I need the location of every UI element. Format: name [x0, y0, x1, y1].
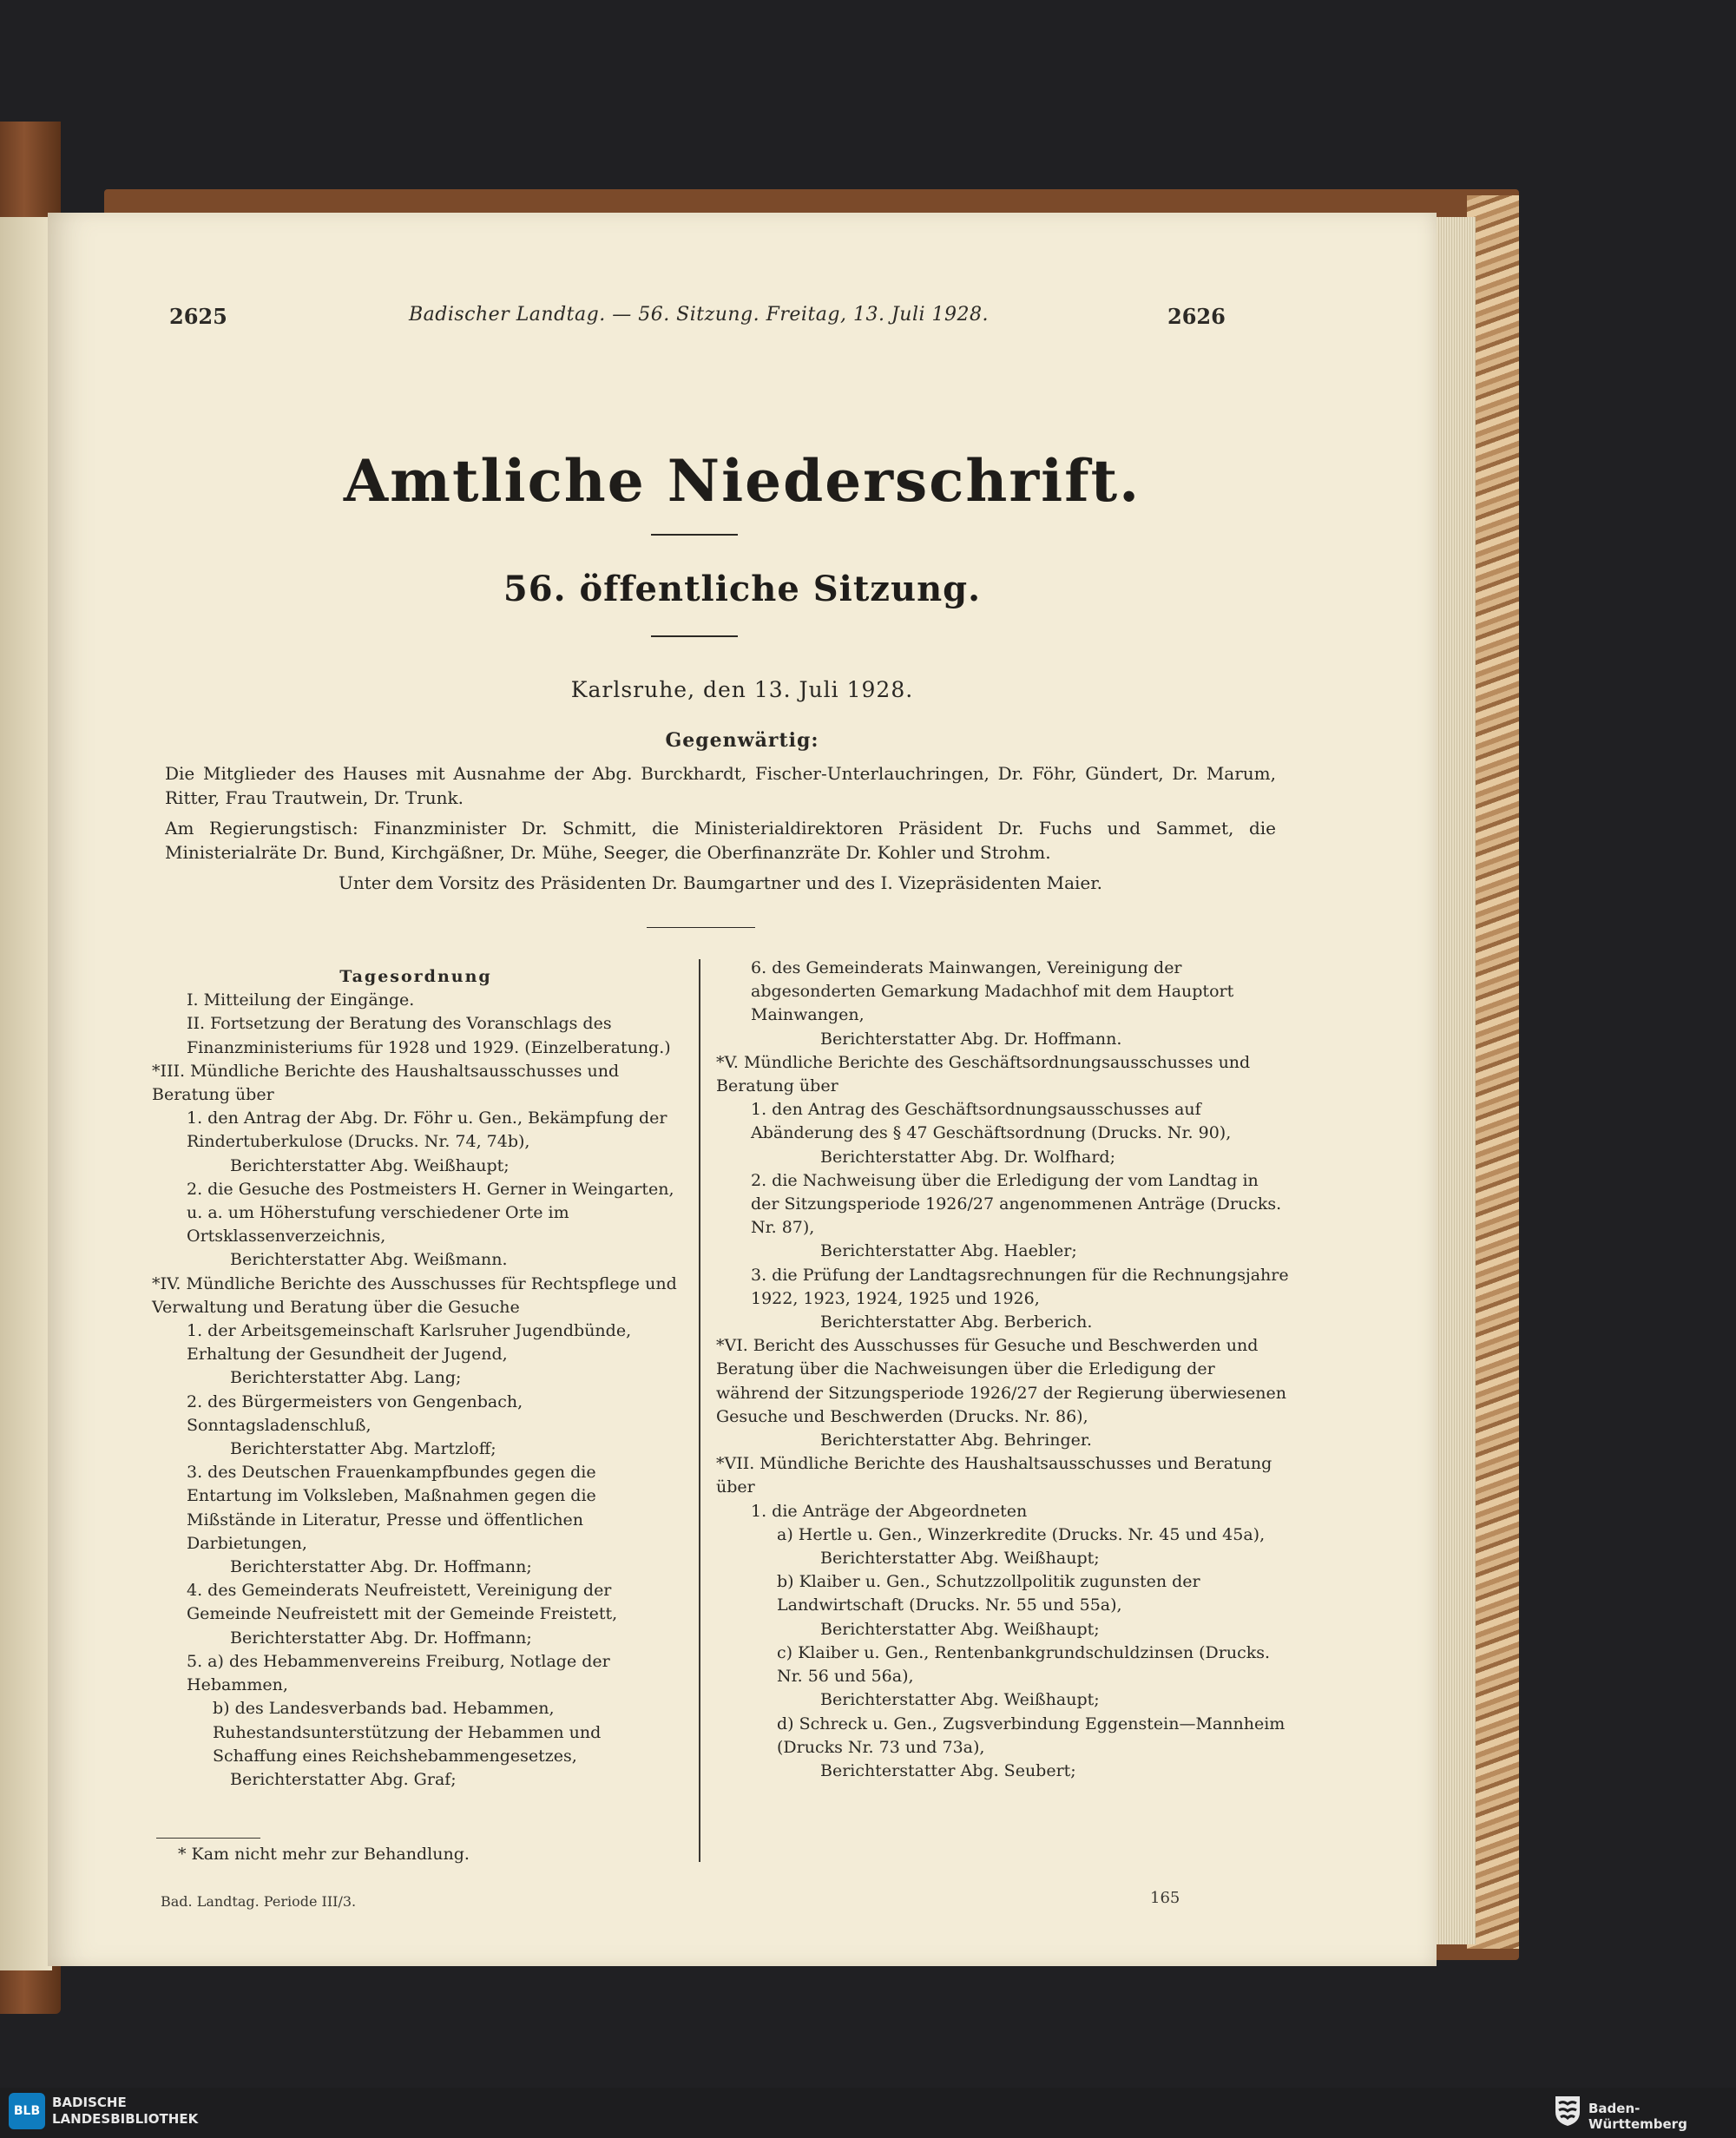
- rapporteur: Berichterstatter Abg. Weißhaupt;: [230, 1155, 510, 1175]
- rapporteur: Berichterstatter Abg. Weißhaupt;: [820, 1619, 1100, 1639]
- rapporteur: Berichterstatter Abg. Dr. Hoffmann;: [230, 1628, 532, 1648]
- document-title: Amtliche Niederschrift.: [343, 447, 1141, 515]
- agenda-item: *VI. Bericht des Ausschusses für Gesuche und Beschwerden und Beratung über die Nachweisungen über die Erledigung der während der Sitzungsperiode 1926/27 der Regierung überwiesenen Gesuche und Beschwerden (Drucks. Nr. 86),: [716, 1336, 1287, 1426]
- present-heading: Gegenwärtig:: [665, 729, 819, 752]
- agenda-item: *III. Mündliche Berichte des Haushaltsausschusses und Beratung über: [152, 1061, 620, 1105]
- agenda-subitem: b) Klaiber u. Gen., Schutzzollpolitik zugunsten der Landwirtschaft (Drucks. Nr. 55 und 55a),: [777, 1572, 1200, 1615]
- rapporteur: Berichterstatter Abg. Dr. Hoffmann.: [820, 1029, 1122, 1049]
- rapporteur: Berichterstatter Abg. Dr. Wolfhard;: [820, 1147, 1115, 1167]
- rapporteur: Berichterstatter Abg. Dr. Hoffmann;: [230, 1557, 532, 1577]
- rapporteur: Berichterstatter Abg. Martzloff;: [230, 1439, 496, 1459]
- rapporteur: Berichterstatter Abg. Berberich.: [820, 1312, 1093, 1332]
- present-members: Die Mitglieder des Hauses mit Ausnahme der Abg. Burckhardt, Fischer-Unterlauchringen, Dr. Föhr, Gündert, Dr. Marum, Ritter, Frau Trautwein, Dr. Trunk.: [165, 763, 1276, 808]
- agenda-right-column: [716, 957, 1289, 1783]
- page-number-right: 2626: [1167, 304, 1226, 329]
- footer-sheet-number: 165: [1150, 1889, 1180, 1907]
- footnote-rule: [156, 1838, 260, 1839]
- baden-wuerttemberg-crest-icon: [1554, 2095, 1581, 2128]
- left-page-edge: [0, 217, 52, 1970]
- column-divider: [699, 959, 700, 1862]
- rapporteur: Berichterstatter Abg. Weißmann.: [230, 1250, 508, 1270]
- divider: [651, 534, 738, 536]
- agenda-subitem: 1. die Anträge der Abgeordneten: [751, 1501, 1028, 1521]
- agenda-subitem: 6. des Gemeinderats Mainwangen, Vereinigung der abgesonderten Gemarkung Madachhof mit dem Hauptort Mainwangen,: [751, 958, 1234, 1025]
- agenda-item: *IV. Mündliche Berichte des Ausschusses für Rechtspflege und Verwaltung und Beratung über die Gesuche: [152, 1273, 677, 1317]
- blb-line-2: LANDESBIBLIOTHEK: [52, 2111, 199, 2127]
- agenda-subitem: a) Hertle u. Gen., Winzerkredite (Drucks. Nr. 45 und 45a),: [777, 1524, 1266, 1544]
- agenda-subitem: 3. die Prüfung der Landtagsrechnungen für die Rechnungsjahre 1922, 1923, 1924, 1925 und 1926,: [751, 1265, 1289, 1308]
- rapporteur: Berichterstatter Abg. Weißhaupt;: [820, 1690, 1100, 1710]
- rapporteur: Berichterstatter Abg. Seubert;: [820, 1760, 1076, 1780]
- agenda-subitem: 2. des Bürgermeisters von Gengenbach, Sonntagsladenschluß,: [187, 1391, 523, 1435]
- rapporteur: Berichterstatter Abg. Haebler;: [820, 1241, 1077, 1261]
- running-header: [48, 304, 1437, 339]
- chair: Unter dem Vorsitz des Präsidenten Dr. Baumgartner und des I. Vizepräsidenten Maier.: [339, 872, 1102, 893]
- agenda-left-column: [152, 965, 680, 1792]
- agenda-subitem: d) Schreck u. Gen., Zugsverbindung Eggenstein—Mannheim (Drucks Nr. 73 und 73a),: [777, 1714, 1286, 1757]
- agenda-subitem: 2. die Nachweisung über die Erledigung der vom Landtag in der Sitzungsperiode 1926/27 angenommenen Anträge (Drucks. Nr. 87),: [751, 1170, 1282, 1238]
- agenda-item: II. Fortsetzung der Beratung des Voranschlags des Finanzministeriums für 1928 und 1929. (Einzelberatung.): [187, 1014, 671, 1057]
- page-number-left: 2625: [169, 304, 227, 329]
- session-title: 56. öffentliche Sitzung.: [503, 569, 982, 609]
- document-page: [48, 213, 1437, 1966]
- agenda-subitem: 1. der Arbeitsgemeinschaft Karlsruher Jugendbünde, Erhaltung der Gesundheit der Jugend,: [187, 1321, 632, 1365]
- blb-logo-text[interactable]: [52, 2095, 198, 2128]
- agenda-subitem: 1. den Antrag der Abg. Dr. Föhr u. Gen., Bekämpfung der Rindertuberkulose (Drucks. Nr. 74, 74b),: [187, 1108, 667, 1152]
- footer-signature: Bad. Landtag. Periode III/3.: [161, 1893, 357, 1910]
- agenda-item: *VII. Mündliche Berichte des Haushaltsausschusses und Beratung über: [716, 1454, 1272, 1497]
- rapporteur: Berichterstatter Abg. Lang;: [230, 1368, 462, 1388]
- agenda-subitem: 3. des Deutschen Frauenkampfbundes gegen die Entartung im Volksleben, Maßnahmen gegen die Mißstände in Literatur, Presse und öffentlichen Darbietungen,: [187, 1463, 596, 1553]
- agenda-subitem: 5. a) des Hebammenvereins Freiburg, Notlage der Hebammen,: [187, 1651, 610, 1695]
- blb-line-1: BADISCHE: [52, 2095, 127, 2110]
- government-bench: Am Regierungstisch: Finanzminister Dr. Schmitt, die Ministerialdirektoren Präsident Dr. Fuchs und Sammet, die Ministerialräte Dr. Bund, Kirchgäßner, Dr. Mühe, Seeger, die Oberfinanzräte Dr. Kohler und Strohm.: [165, 818, 1276, 863]
- footnote: * Kam nicht mehr zur Behandlung.: [178, 1845, 470, 1864]
- agenda-subitem: c) Klaiber u. Gen., Rentenbankgrundschuldzinsen (Drucks. Nr. 56 und 56a),: [777, 1642, 1271, 1687]
- viewer-footer-bar: [0, 2088, 1736, 2138]
- divider: [651, 635, 738, 637]
- agenda-heading: Tagesordnung: [339, 967, 492, 986]
- dateline: Karlsruhe, den 13. Juli 1928.: [570, 677, 914, 702]
- rapporteur: Berichterstatter Abg. Behringer.: [820, 1431, 1092, 1451]
- agenda-item: I. Mitteilung der Eingänge.: [187, 990, 415, 1010]
- agenda-item: *V. Mündliche Berichte des Geschäftsordnungsausschusses und Beratung über: [716, 1052, 1251, 1096]
- baden-wuerttemberg-text[interactable]: Baden-Württemberg: [1588, 2101, 1687, 2132]
- running-title: Badischer Landtag. — 56. Sitzung. Freitag, 13. Juli 1928.: [408, 304, 989, 326]
- blb-logo-icon[interactable]: BLB: [9, 2093, 45, 2129]
- rapporteur: Berichterstatter Abg. Weißhaupt;: [820, 1549, 1100, 1569]
- agenda-subitem: 1. den Antrag des Geschäftsordnungsausschusses auf Abänderung des § 47 Geschäftsordnung (Drucks. Nr. 90),: [751, 1100, 1232, 1143]
- divider: [647, 927, 755, 928]
- agenda-subitem: 2. die Gesuche des Postmeisters H. Gerner in Weingarten, u. a. um Höherstufung verschiedener Orte im Ortsklassenverzeichnis,: [187, 1179, 674, 1247]
- agenda-subitem: b) des Landesverbands bad. Hebammen, Ruhestandsunterstützung der Hebammen und Schaffung eines Reichshebammengesetzes,: [213, 1699, 602, 1766]
- agenda-subitem: 4. des Gemeinderats Neufreistett, Vereinigung der Gemeinde Neufreistett mit der Gemeinde Freistett,: [187, 1581, 618, 1624]
- rapporteur: Berichterstatter Abg. Graf;: [230, 1769, 457, 1789]
